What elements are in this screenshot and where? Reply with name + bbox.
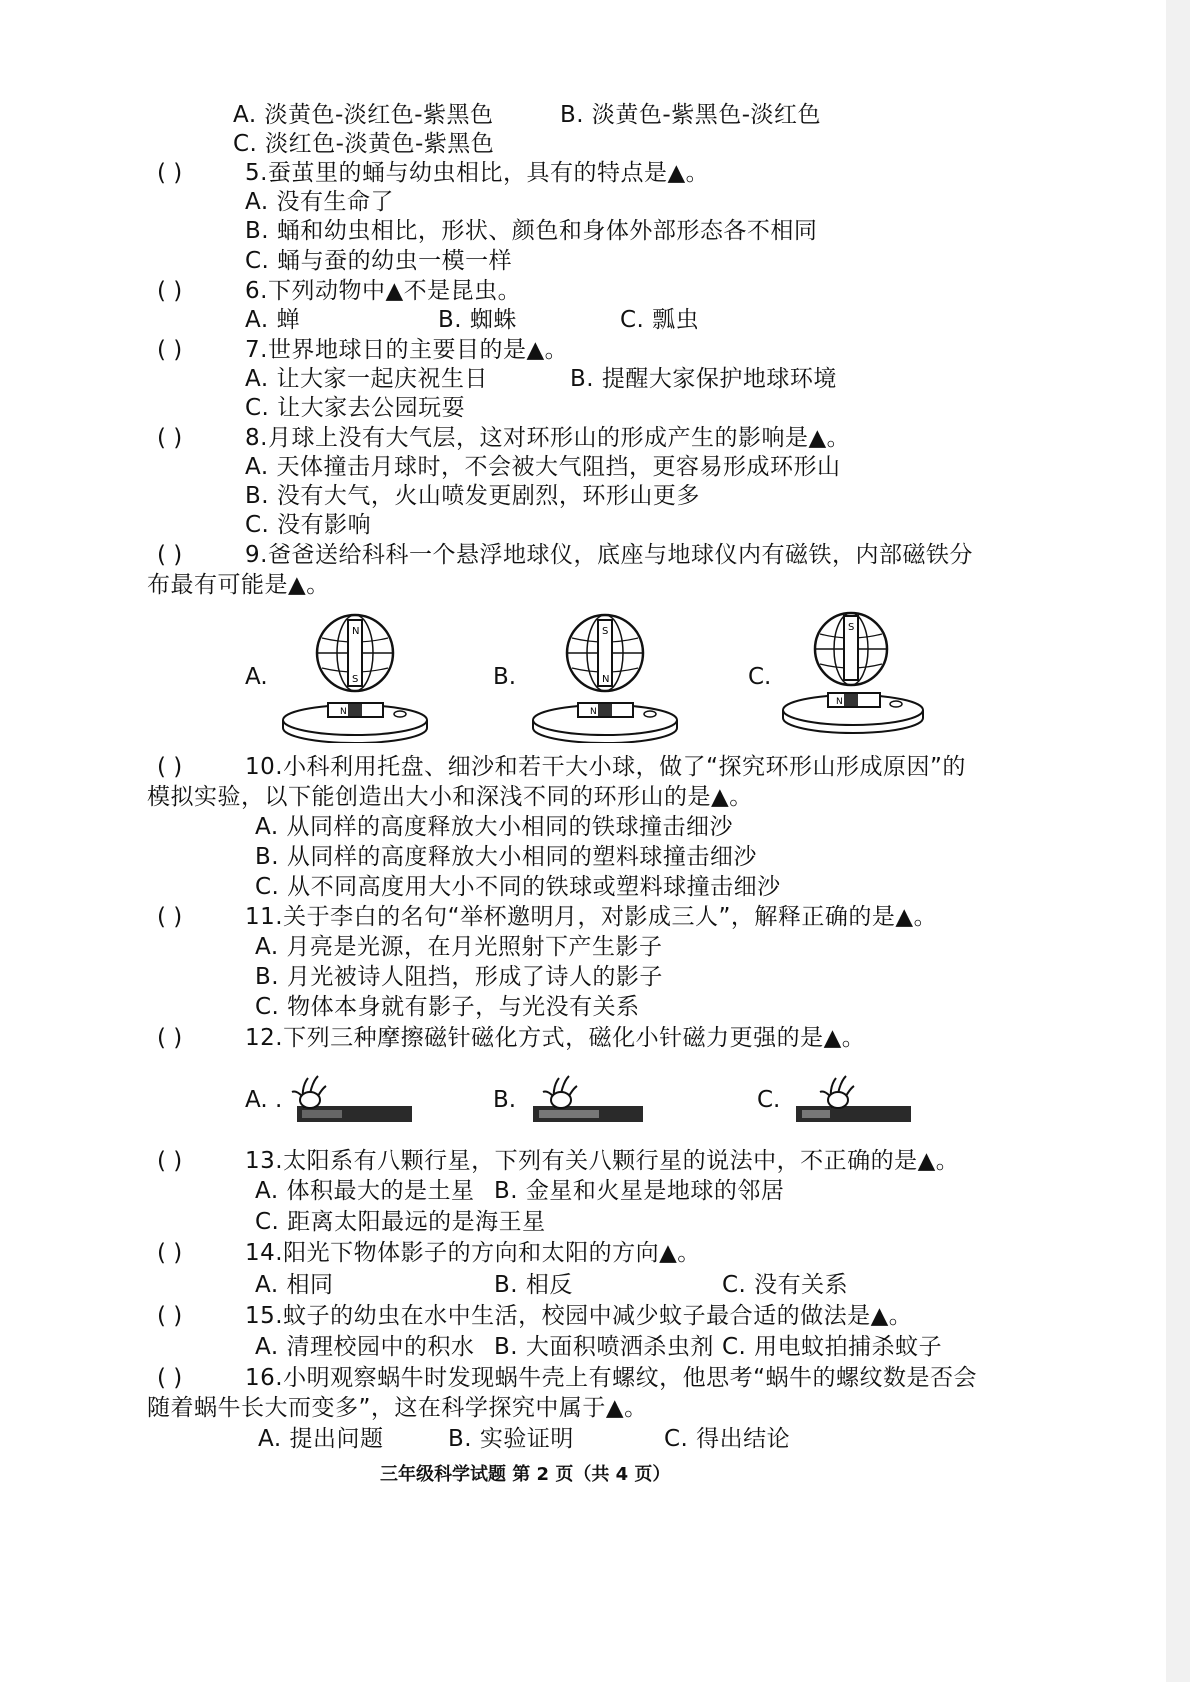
answer-blank[interactable]: ( ) — [157, 1025, 183, 1051]
question-14-option-a: A. 相同 — [255, 1272, 334, 1298]
question-11-option-b: B. 月光被诗人阻挡，形成了诗人的影子 — [255, 964, 663, 990]
answer-blank[interactable]: ( ) — [157, 160, 183, 186]
question-7-option-a: A. 让大家一起庆祝生日 — [245, 366, 488, 392]
magnet-letter: N — [836, 697, 843, 707]
magnet-letter: S — [602, 626, 609, 637]
question-11-option-c: C. 物体本身就有影子，与光没有关系 — [255, 994, 640, 1020]
magnetizing-needle-figure-a — [282, 1068, 417, 1128]
magnet-letter: N — [352, 626, 360, 637]
q4-option-c: C. 淡红色-淡黄色-紫黑色 — [233, 131, 495, 157]
question-16-stem-cont: 随着蜗牛长大而变多”，这在科学探究中属于▲。 — [147, 1395, 648, 1421]
question-5-option-a: A. 没有生命了 — [245, 189, 394, 215]
magnet-letter: S — [352, 674, 359, 685]
question-8-option-c: C. 没有影响 — [245, 512, 372, 538]
question-10-option-c: C. 从不同高度用大小不同的铁球或塑料球撞击细沙 — [255, 874, 781, 900]
question-5-option-c: C. 蛹与蚕的幼虫一模一样 — [245, 248, 513, 274]
question-11-option-a: A. 月亮是光源，在月光照射下产生影子 — [255, 934, 663, 960]
question-14-stem: 14.阳光下物体影子的方向和太阳的方向▲。 — [245, 1240, 701, 1266]
magnet-letter: N — [340, 707, 347, 717]
question-9-option-c-label: C. — [748, 664, 772, 690]
magnet-letter: S — [848, 622, 855, 633]
levitating-globe-figure-a — [280, 608, 430, 743]
question-8-stem: 8.月球上没有大气层，这对环形山的形成产生的影响是▲。 — [245, 425, 851, 451]
question-15-option-c: C. 用电蚊拍捕杀蚊子 — [722, 1334, 943, 1360]
levitating-globe-figure-c — [778, 604, 928, 739]
answer-blank[interactable]: ( ) — [157, 1365, 183, 1391]
question-16-option-a: A. 提出问题 — [258, 1426, 384, 1452]
q4-option-a: A. 淡黄色-淡红色-紫黑色 — [233, 102, 494, 128]
question-12-option-c-label: C. — [757, 1087, 781, 1113]
answer-blank[interactable]: ( ) — [157, 1303, 183, 1329]
question-6-option-c: C. 瓢虫 — [620, 307, 700, 333]
question-13-stem: 13.太阳系有八颗行星，下列有关八颗行星的说法中，不正确的是▲。 — [245, 1148, 960, 1174]
question-14-option-c: C. 没有关系 — [722, 1272, 849, 1298]
question-8-option-a: A. 天体撞击月球时，不会被大气阻挡，更容易形成环形山 — [245, 454, 841, 480]
magnetizing-needle-figure-b — [525, 1068, 660, 1128]
question-7-option-c: C. 让大家去公园玩耍 — [245, 395, 466, 421]
question-14-option-b: B. 相反 — [494, 1272, 573, 1298]
question-12-stem: 12.下列三种摩擦磁针磁化方式，磁化小针磁力更强的是▲。 — [245, 1025, 866, 1051]
answer-blank[interactable]: ( ) — [157, 1148, 183, 1174]
question-6-option-a: A. 蝉 — [245, 307, 300, 333]
question-15-option-a: A. 清理校园中的积水 — [255, 1334, 475, 1360]
magnet-letter: N — [602, 674, 610, 685]
question-8-option-b: B. 没有大气，火山喷发更剧烈，环形山更多 — [245, 483, 700, 509]
answer-blank[interactable]: ( ) — [157, 1240, 183, 1266]
question-7-stem: 7.世界地球日的主要目的是▲。 — [245, 337, 569, 363]
question-6-stem: 6.下列动物中▲不是昆虫。 — [245, 278, 522, 304]
answer-blank[interactable]: ( ) — [157, 337, 183, 363]
magnet-letter: N — [590, 707, 597, 717]
question-10-option-b: B. 从同样的高度释放大小相同的塑料球撞击细沙 — [255, 844, 757, 870]
answer-blank[interactable]: ( ) — [157, 754, 183, 780]
question-9-stem: 9.爸爸送给科科一个悬浮地球仪，底座与地球仪内有磁铁，内部磁铁分 — [245, 542, 973, 568]
question-5-option-b: B. 蛹和幼虫相比，形状、颜色和身体外部形态各不相同 — [245, 218, 818, 244]
question-13-option-a: A. 体积最大的是土星 — [255, 1178, 475, 1204]
answer-blank[interactable]: ( ) — [157, 542, 183, 568]
page-footer: 三年级科学试题 第 2 页（共 4 页） — [380, 1464, 671, 1485]
levitating-globe-figure-b — [530, 608, 680, 743]
question-15-option-b: B. 大面积喷洒杀虫剂 — [494, 1334, 714, 1360]
answer-blank[interactable]: ( ) — [157, 904, 183, 930]
question-9-option-b-label: B. — [493, 664, 517, 690]
answer-blank[interactable]: ( ) — [157, 425, 183, 451]
question-10-stem: 10.小科利用托盘、细沙和若干大小球，做了“探究环形山形成原因”的 — [245, 754, 966, 780]
scan-edge — [1166, 0, 1190, 1682]
magnetizing-needle-figure-c — [790, 1068, 925, 1128]
question-12-option-b-label: B. — [493, 1087, 517, 1113]
question-6-option-b: B. 蜘蛛 — [438, 307, 517, 333]
question-16-option-b: B. 实验证明 — [448, 1426, 574, 1452]
question-16-option-c: C. 得出结论 — [664, 1426, 791, 1452]
question-9-option-a-label: A. — [245, 664, 268, 690]
question-7-option-b: B. 提醒大家保护地球环境 — [570, 366, 837, 392]
question-11-stem: 11.关于李白的名句“举杯邀明月，对影成三人”，解释正确的是▲。 — [245, 904, 938, 930]
answer-blank[interactable]: ( ) — [157, 278, 183, 304]
question-15-stem: 15.蚊子的幼虫在水中生活，校园中减少蚊子最合适的做法是▲。 — [245, 1303, 913, 1329]
question-10-stem-cont: 模拟实验，以下能创造出大小和深浅不同的环形山的是▲。 — [147, 784, 753, 810]
question-13-option-b: B. 金星和火星是地球的邻居 — [494, 1178, 785, 1204]
question-5-stem: 5.蚕茧里的蛹与幼虫相比，具有的特点是▲。 — [245, 160, 710, 186]
question-13-option-c: C. 距离太阳最远的是海王星 — [255, 1209, 546, 1235]
q4-option-b: B. 淡黄色-紫黑色-淡红色 — [560, 102, 821, 128]
question-9-stem-cont: 布最有可能是▲。 — [147, 572, 330, 598]
question-10-option-a: A. 从同样的高度释放大小相同的铁球撞击细沙 — [255, 814, 733, 840]
question-12-option-a-label: A. . — [245, 1087, 283, 1113]
question-16-stem: 16.小明观察蜗牛时发现蜗牛壳上有螺纹，他思考“蜗牛的螺纹数是否会 — [245, 1365, 977, 1391]
